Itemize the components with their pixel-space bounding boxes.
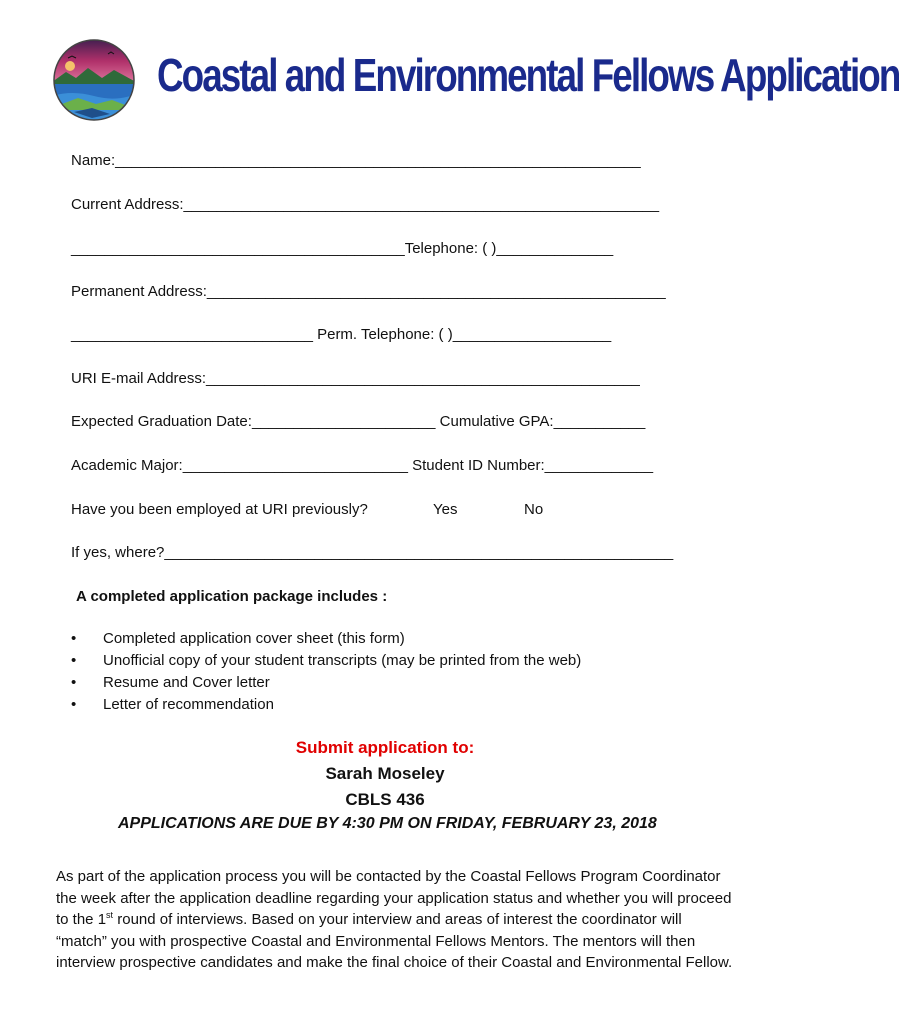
paragraph-superscript: st xyxy=(106,910,114,921)
list-item: • Letter of recommendation xyxy=(66,694,581,716)
no-option[interactable]: No xyxy=(524,501,544,518)
current-address-field[interactable]: Current Address:_________________________________________________________ xyxy=(71,196,660,213)
employed-question: Have you been employed at URI previously? xyxy=(71,501,368,518)
process-paragraph xyxy=(56,866,736,974)
submit-label: Submit application to: xyxy=(295,738,475,757)
if-yes-field[interactable]: If yes, where?_____________________________________________________________ xyxy=(71,544,674,561)
list-item: • Completed application cover sheet (this form) xyxy=(66,628,581,650)
email-field[interactable]: URI E-mail Address:____________________________________________________ xyxy=(71,370,640,387)
list-item: • Unofficial copy of your student transcripts (may be printed from the web) xyxy=(66,650,581,672)
coastal-landscape-logo xyxy=(52,38,136,122)
package-heading: A completed application package includes : xyxy=(76,588,388,605)
name-field[interactable]: Name:_______________________________________________________________ xyxy=(71,152,641,169)
major-studentid-field[interactable]: Academic Major:___________________________ Student ID Number:_____________ xyxy=(71,457,654,474)
permanent-address-field[interactable]: Permanent Address:_______________________________________________________ xyxy=(71,283,666,300)
paragraph-text-1: As part of the application process you will be contacted by the Coastal Fellows Program Coordinator the week after the application deadline regarding your application status and whether you will proceed to the 1 xyxy=(56,868,732,929)
graduation-gpa-field[interactable]: Expected Graduation Date:______________________ Cumulative GPA:___________ xyxy=(71,413,646,430)
yes-option[interactable]: Yes xyxy=(433,501,458,518)
due-date: APPLICATIONS ARE DUE BY 4:30 PM ON FRIDAY, FEBRUARY 23, 2018 xyxy=(118,815,657,832)
contact-name: Sarah Moseley xyxy=(325,764,445,783)
perm-telephone-field[interactable]: _____________________________ Perm. Telephone: ( )___________________ xyxy=(71,326,612,343)
contact-room: CBLS 436 xyxy=(345,790,425,809)
page-title: Coastal and Environmental Fellows Application xyxy=(157,49,899,101)
list-item: • Resume and Cover letter xyxy=(66,672,581,694)
address-telephone-field[interactable]: ________________________________________Telephone: ( )______________ xyxy=(71,240,614,257)
paragraph-text-2: round of interviews. Based on your interview and areas of interest the coordinator will “match” you with prospective Coastal and Environmental Fellows Mentors. The mentors will then interview prospective candidates and make the final choice of their Coastal and Environmental Fellow. xyxy=(56,911,733,972)
package-list xyxy=(66,628,581,716)
